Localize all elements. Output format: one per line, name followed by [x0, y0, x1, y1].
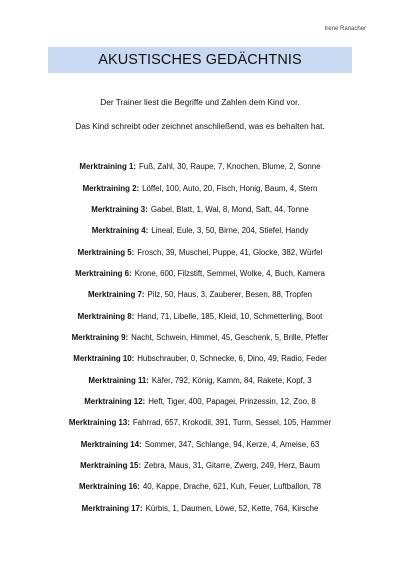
training-label: Merktraining 1: — [79, 162, 136, 172]
training-label: Merktraining 2: — [82, 183, 140, 193]
training-items: Pilz, 50, Haus, 3, Zauberer, Besen, 88, Tropfen — [147, 290, 313, 300]
author-name: Irene Ranacher — [324, 26, 366, 32]
training-label: Merktraining 4: — [91, 226, 149, 236]
training-item — [0, 305, 400, 326]
training-items: Zebra, Maus, 31, Gitarre, Zwerg, 249, Herz, Baum — [144, 460, 320, 470]
intro-line-2: Das Kind schreibt oder zeichnet anschließend, was es behalten hat. — [75, 121, 325, 131]
title-banner — [48, 47, 352, 73]
training-items: Löffel, 100, Auto, 20, Fisch, Honig, Baum, 4, Stern — [142, 183, 318, 193]
training-items: Nacht, Schwein, Himmel, 45, Geschenk, 5, Brille, Pfeffer — [131, 332, 329, 342]
training-item — [0, 241, 400, 262]
training-item — [0, 348, 400, 369]
training-items: Kürbis, 1, Daumen, Löwe, 52, Kette, 764, Kirsche — [145, 503, 319, 513]
training-label: Merktraining 8: — [77, 311, 135, 321]
page-title: AKUSTISCHES GEDÄCHTNIS — [98, 52, 302, 68]
training-label: Merktraining 15: — [80, 460, 142, 470]
training-label: Merktraining 9: — [71, 332, 129, 342]
training-item — [0, 412, 400, 433]
training-label: Merktraining 16: — [78, 482, 140, 492]
training-items: Frosch, 39, Muschel, Puppe, 41, Glocke, 382, Würfel — [137, 247, 323, 257]
training-item — [0, 391, 400, 412]
training-items: Hubschrauber, 0, Schnecke, 6, Dino, 49, Radio, Feder — [137, 354, 327, 364]
training-label: Merktraining 13: — [68, 418, 130, 428]
training-item — [0, 156, 400, 177]
training-items: Gabel, Blatt, 1, Wal, 8, Mond, Saft, 44, Tonne — [150, 204, 309, 214]
training-label: Merktraining 3: — [91, 204, 148, 214]
training-item — [0, 220, 400, 241]
training-items: Sommer, 347, Schlange, 94, Kerze, 4, Ameise, 63 — [144, 439, 320, 449]
training-items: Fahrrad, 657, Krokodil, 391, Turm, Sessel, 105, Hammer — [132, 418, 332, 428]
training-label: Merktraining 12: — [84, 396, 146, 406]
training-items: Heft, Tiger, 400, Papagei, Prinzessin, 12, Zoo, 8 — [148, 396, 316, 406]
intro-line-1: Der Trainer liest die Begriffe und Zahlen dem Kind vor. — [100, 97, 300, 107]
training-item — [0, 199, 400, 220]
training-item — [0, 455, 400, 476]
training-label: Merktraining 5: — [77, 247, 135, 257]
training-list — [0, 156, 400, 519]
training-item — [0, 284, 400, 305]
training-items: Käfer, 792, König, Kamm, 84, Rakete, Kopf, 3 — [151, 375, 312, 385]
training-item — [0, 476, 400, 497]
training-item — [0, 433, 400, 454]
training-item — [0, 177, 400, 198]
training-label: Merktraining 17: — [81, 503, 143, 513]
training-label: Merktraining 10: — [73, 354, 135, 364]
training-items: Lineal, Eule, 3, 50, Birne, 204, Stiefel, Handy — [151, 226, 309, 236]
training-label: Merktraining 7: — [87, 290, 145, 300]
training-label: Merktraining 14: — [80, 439, 142, 449]
training-items: 40, Kappe, Drache, 621, Kuh, Feuer, Luftballon, 78 — [142, 482, 322, 492]
training-label: Merktraining 11: — [88, 375, 149, 385]
training-item — [0, 263, 400, 284]
training-item — [0, 327, 400, 348]
training-label: Merktraining 6: — [75, 268, 132, 278]
training-items: Fuß, Zahl, 30, Raupe, 7, Knochen, Blume, 2, Sonne — [138, 162, 321, 172]
training-item — [0, 369, 400, 390]
training-items: Hand, 71, Libelle, 185, Kleid, 10, Schmetterling, Boot — [137, 311, 323, 321]
training-items: Krone, 600, Filzstift, Semmel, Wolke, 4, Buch, Kamera — [134, 268, 325, 278]
training-item — [0, 498, 400, 519]
